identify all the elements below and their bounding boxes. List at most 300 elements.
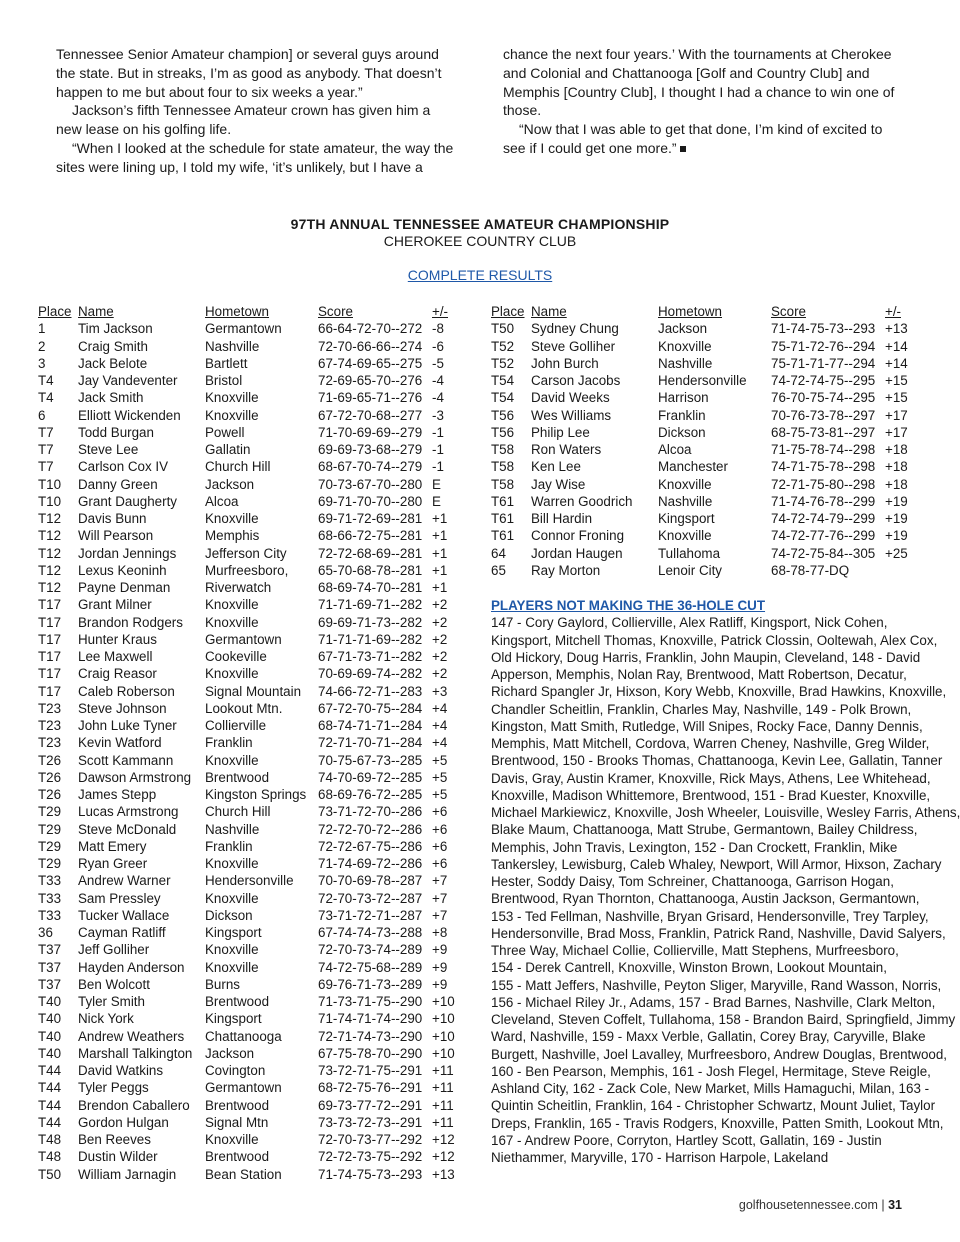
hometown-cell: Cookeville: [205, 649, 267, 664]
hometown-cell: Collierville: [205, 718, 267, 733]
to-par-cell: +1: [432, 545, 448, 561]
score-cell: 72-72-70-72--286: [318, 821, 423, 837]
table-row: [38, 941, 472, 958]
missed-cut-line: Memphis, Matt Mitchell, Cordova, Warren Cheney, Nashville, Greg Wilder,: [491, 736, 930, 751]
place-cell: T17: [38, 649, 62, 664]
hometown-cell: Brentwood: [205, 1149, 270, 1165]
table-row: [38, 1062, 472, 1079]
championship-title: 97TH ANNUAL TENNESSEE AMATEUR CHAMPIONSHIP: [290, 216, 670, 232]
score-cell: 73-73-72-73--291: [318, 1114, 423, 1130]
hometown-cell: Knoxville: [658, 338, 712, 354]
hometown-cell: Brentwood: [205, 994, 270, 1009]
score-cell: 69-71-72-69--281: [318, 511, 423, 526]
name-cell: John Luke Tyner: [78, 718, 177, 733]
name-cell: Hayden Anderson: [78, 959, 185, 975]
hometown-cell: Gallatin: [205, 442, 251, 457]
to-par-cell: +15: [885, 390, 908, 406]
table-row: [491, 372, 925, 389]
hometown-cell: Dickson: [658, 424, 706, 440]
score-cell: 72-71-74-73--290: [318, 1028, 423, 1044]
score-cell: 72-72-67-75--286: [318, 838, 423, 854]
score-cell: 66-64-72-70--272: [318, 321, 423, 337]
to-par-cell: +7: [432, 890, 448, 906]
place-cell: T7: [38, 459, 54, 475]
hometown-cell: Knoxville: [205, 752, 259, 768]
missed-cut-line: Blake Maum, Chattanooga, Matt Strube, Germantown, Bailey Childress,: [491, 822, 918, 838]
place-cell: T26: [38, 752, 62, 768]
score-cell: 71-69-65-71--276: [318, 390, 423, 406]
table-row: [38, 389, 472, 406]
missed-cut-line: Hester, Soddy Daisy, Tom Schreiner, Chattanooga, Garrison Hogan,: [491, 874, 894, 889]
missed-cut-line: Knoxville, Madison Whittemore, Brentwood, 151 - Brad Kuester, Knoxville,: [491, 787, 931, 803]
place-cell: T44: [38, 1080, 62, 1096]
table-row: [38, 1114, 472, 1131]
article-paragraph: Jackson’s fifth Tennessee Amateur crown has given him a new lease on his golfing life.: [56, 102, 431, 138]
to-par-cell: +2: [432, 666, 448, 682]
score-cell: 72-72-73-75--292: [318, 1149, 423, 1165]
to-par-cell: +7: [432, 873, 448, 889]
table-row: [491, 476, 925, 493]
missed-cut-line: Burgett, Nashville, Joel Lavalley, Murfreesboro, Andrew Douglas, Brentwood,: [491, 1046, 948, 1062]
name-cell: Tyler Smith: [78, 994, 145, 1009]
name-cell: Jeff Golliher: [78, 942, 150, 958]
name-cell: Jack Belote: [78, 355, 148, 371]
name-cell: Ben Wolcott: [78, 976, 150, 992]
name-cell: Danny Green: [78, 476, 158, 492]
column-header: Hometown: [205, 304, 270, 319]
place-cell: T58: [491, 459, 515, 475]
table-row: [38, 320, 472, 337]
name-cell: Grant Daugherty: [78, 493, 177, 509]
hometown-cell: Powell: [205, 424, 245, 440]
name-cell: Dawson Armstrong: [78, 769, 192, 785]
place-cell: T23: [38, 735, 62, 751]
table-row: [491, 407, 925, 424]
name-cell: Jay Vandeventer: [78, 373, 178, 388]
score-cell: 68-67-70-74--279: [318, 459, 423, 475]
missed-cut-line: Quintin Scheitlin, Franklin, 164 - Christopher Schwartz, Mount Juliet, Taylor: [491, 1098, 936, 1114]
table-row: [38, 752, 472, 769]
to-par-cell: -1: [432, 442, 444, 457]
hometown-cell: Knoxville: [205, 959, 259, 975]
complete-results-title: COMPLETE RESULTS: [407, 267, 553, 283]
missed-cut-line: Ashland City, 162 - Zack Cole, New Market, Mills Hamaguchi, Milan, 163 -: [491, 1081, 930, 1096]
to-par-cell: +10: [432, 1028, 455, 1044]
to-par-cell: +12: [432, 1149, 455, 1165]
hometown-cell: Kingsport: [658, 511, 715, 526]
hometown-cell: Memphis: [205, 528, 260, 544]
table-row: [38, 441, 472, 458]
hometown-cell: Murfreesboro,: [205, 562, 289, 578]
to-par-cell: -5: [432, 355, 444, 371]
hometown-cell: Riverwatch: [205, 580, 272, 595]
hometown-cell: Lookout Mtn.: [205, 700, 283, 716]
place-cell: T12: [38, 562, 62, 578]
score-cell: 75-71-72-76--294: [771, 338, 876, 354]
to-par-cell: +11: [432, 1080, 454, 1096]
name-cell: Sam Pressley: [78, 890, 161, 906]
place-cell: T29: [38, 821, 62, 837]
to-par-cell: +5: [432, 787, 448, 802]
missed-cut-line: 153 - Ted Fellman, Nashville, Bryan Grisard, Hendersonville, Trey Tarpley,: [491, 908, 929, 924]
to-par-cell: -6: [432, 338, 444, 354]
to-par-cell: +1: [432, 562, 448, 578]
place-cell: T56: [491, 424, 515, 440]
missed-cut-title: PLAYERS NOT MAKING THE 36-HOLE CUT: [491, 598, 766, 613]
name-cell: John Burch: [531, 355, 599, 371]
name-cell: Steve McDonald: [78, 821, 177, 837]
table-row: [38, 959, 472, 976]
table-row: [491, 441, 925, 458]
place-cell: T61: [491, 493, 515, 509]
hometown-cell: Burns: [205, 976, 240, 992]
missed-cut-line: 154 - Derek Cantrell, Knoxville, Winston Brown, Lookout Mountain,: [491, 960, 887, 976]
name-cell: Elliott Wickenden: [78, 407, 181, 423]
name-cell: Tim Jackson: [78, 321, 153, 337]
table-row: [38, 786, 472, 803]
missed-cut-line: 167 - Andrew Poore, Corryton, Hartley Scott, Gallatin, 169 - Justin: [491, 1132, 882, 1148]
article-paragraph: [503, 120, 906, 158]
place-cell: T4: [38, 373, 54, 388]
hometown-cell: Hendersonville: [658, 373, 747, 388]
hometown-cell: Kingsport: [205, 1011, 262, 1027]
score-cell: 71-70-69-69--279: [318, 424, 423, 440]
place-cell: T17: [38, 666, 62, 682]
hometown-cell: Nashville: [658, 355, 713, 371]
score-cell: 72-69-65-70--276: [318, 373, 423, 388]
table-row: [38, 493, 472, 510]
place-cell: T12: [38, 511, 62, 526]
missed-cut-line: Apperson, Memphis, Nolan Ray, Brentwood, Matt Robertson, Decatur,: [491, 667, 907, 682]
name-cell: Craig Smith: [78, 338, 148, 354]
table-header-row: [38, 303, 472, 320]
hometown-cell: Bartlett: [205, 355, 248, 371]
article-paragraph: Tennessee Senior Amateur champion] or several guys around the state. But in streaks, I’m as good as anybody. That doesn’t happen to me but about four to six weeks a year.”: [56, 46, 442, 100]
hometown-cell: Alcoa: [658, 442, 692, 457]
name-cell: Scott Kammann: [78, 752, 174, 768]
score-cell: 72-72-68-69--281: [318, 545, 423, 561]
table-row: [38, 545, 472, 562]
name-cell: Caleb Roberson: [78, 683, 175, 699]
table-row: [491, 510, 925, 527]
place-cell: 65: [491, 562, 506, 578]
name-cell: Wes Williams: [531, 407, 612, 423]
place-cell: T44: [38, 1114, 62, 1130]
name-cell: Payne Denman: [78, 580, 171, 595]
to-par-cell: +15: [885, 373, 908, 388]
hometown-cell: Church Hill: [205, 804, 271, 820]
score-cell: 71-71-69-71--282: [318, 597, 423, 613]
to-par-cell: +18: [885, 459, 908, 475]
place-cell: T4: [38, 390, 54, 406]
table-row: [38, 614, 472, 631]
place-cell: T29: [38, 856, 62, 871]
table-row: [38, 562, 472, 579]
table-row: [38, 1079, 472, 1096]
score-cell: 69-71-70-70--280: [318, 493, 423, 509]
score-cell: 69-69-71-73--282: [318, 614, 423, 630]
score-cell: 73-72-71-75--291: [318, 1063, 423, 1078]
name-cell: Carlson Cox IV: [78, 459, 169, 475]
to-par-cell: +5: [432, 769, 448, 785]
score-cell: 74-72-75-84--305: [771, 545, 876, 561]
page-number: 31: [888, 1198, 902, 1212]
table-row: [38, 976, 472, 993]
score-cell: 68-66-72-75--281: [318, 528, 423, 544]
name-cell: Marshall Talkington: [78, 1045, 193, 1061]
table-row: [491, 458, 925, 475]
table-row: [38, 700, 472, 717]
to-par-cell: +2: [432, 649, 448, 664]
score-cell: 75-71-71-77--294: [771, 355, 876, 371]
place-cell: T37: [38, 976, 62, 992]
table-row: [38, 734, 472, 751]
place-cell: T17: [38, 631, 62, 647]
hometown-cell: Nashville: [658, 493, 713, 509]
place-cell: T29: [38, 804, 62, 820]
hometown-cell: Germantown: [205, 631, 282, 647]
to-par-cell: +17: [885, 424, 908, 440]
place-cell: T48: [38, 1149, 62, 1165]
place-cell: T52: [491, 355, 515, 371]
name-cell: Ben Reeves: [78, 1132, 151, 1147]
place-cell: T33: [38, 890, 62, 906]
score-cell: 68-72-75-76--291: [318, 1080, 423, 1096]
place-cell: T52: [491, 338, 515, 354]
footer-website: golfhousetennessee.com: [738, 1198, 878, 1212]
article-left-column: [56, 45, 459, 177]
place-cell: 1: [38, 321, 46, 337]
hometown-cell: Lenoir City: [658, 562, 723, 578]
table-row: [38, 579, 472, 596]
to-par-cell: +4: [432, 735, 448, 751]
score-cell: 70-70-69-78--287: [318, 873, 423, 889]
table-row: [491, 320, 925, 337]
score-cell: 74-72-75-68--289: [318, 959, 423, 975]
to-par-cell: +11: [432, 1114, 454, 1130]
place-cell: T12: [38, 545, 62, 561]
hometown-cell: Harrison: [658, 390, 709, 406]
to-par-cell: +10: [432, 994, 455, 1009]
table-row: [491, 562, 925, 579]
table-row: [38, 1045, 472, 1062]
column-header: +/-: [885, 304, 901, 319]
place-cell: T26: [38, 787, 62, 802]
place-cell: 3: [38, 355, 46, 371]
to-par-cell: +14: [885, 338, 908, 354]
to-par-cell: [885, 562, 925, 579]
table-row: [38, 683, 472, 700]
place-cell: T29: [38, 838, 62, 854]
missed-cut-line: 160 - Ben Pearson, Memphis, 161 - Josh Flegel, Hermitage, Steve Reigle,: [491, 1063, 931, 1079]
hometown-cell: Knoxville: [205, 942, 259, 958]
table-row: [38, 355, 472, 372]
missed-cut-list: [491, 614, 960, 1166]
to-par-cell: +8: [432, 925, 448, 940]
hometown-cell: Knoxville: [658, 528, 712, 544]
to-par-cell: E: [432, 476, 441, 492]
score-cell: 74-72-77-76--299: [771, 528, 876, 544]
article-paragraph: chance the next four years.’ With the tournaments at Cherokee and Colonial and Chattanooga [Golf and Country Club] and Memphis [Country Club], I thought I had a chance to win one of those.: [503, 46, 895, 119]
to-par-cell: +9: [432, 959, 448, 975]
place-cell: T12: [38, 580, 62, 595]
missed-cut-line: Richard Spangler Jr, Hixson, Kory Webb, Knoxville, Brad Hawkins, Knoxville,: [491, 684, 947, 700]
name-cell: Gordon Hulgan: [78, 1114, 169, 1130]
table-row: [38, 458, 472, 475]
name-cell: David Weeks: [531, 390, 610, 406]
place-cell: T50: [38, 1166, 62, 1182]
place-cell: T12: [38, 528, 62, 544]
place-cell: T40: [38, 1045, 62, 1061]
name-cell: Nick York: [78, 1011, 134, 1027]
hometown-cell: Kingston Springs: [205, 787, 307, 802]
to-par-cell: +17: [885, 407, 908, 423]
missed-cut-line: Davis, Gray, Austin Kramer, Knoxville, Rick Mays, Athens, Lee Whitehead,: [491, 770, 931, 786]
name-cell: Cayman Ratliff: [78, 925, 166, 940]
name-cell: Ken Lee: [531, 459, 581, 475]
missed-cut-line: Kingston, Matt Smith, Rutledge, Will Snipes, Rocky Face, Danny Dennis,: [491, 718, 923, 734]
to-par-cell: +1: [432, 511, 448, 526]
table-row: [38, 907, 472, 924]
place-cell: T7: [38, 424, 54, 440]
to-par-cell: -4: [432, 390, 444, 406]
missed-cut-line: Tankersley, Lewisburg, Caleb Whaley, Newport, Will Armor, Hixson, Zachary: [491, 856, 942, 872]
hometown-cell: Germantown: [205, 1080, 282, 1096]
table-row: [491, 545, 925, 562]
hometown-cell: Germantown: [205, 321, 282, 337]
name-cell: Matt Emery: [78, 838, 147, 854]
missed-cut-line: 156 - Michael Riley Jr., Adams, 157 - Brad Barnes, Nashville, Clark Melton,: [491, 994, 936, 1010]
hometown-cell: Jackson: [205, 1045, 255, 1061]
name-cell: William Jarnagin: [78, 1166, 177, 1182]
name-cell: Tucker Wallace: [78, 907, 170, 923]
table-row: [38, 993, 472, 1010]
to-par-cell: -4: [432, 373, 444, 388]
missed-cut-line: Chandler Scheitlin, Franklin, Charles May, Nashville, 149 - Polk Brown,: [491, 701, 912, 717]
score-cell: 70-75-67-73--285: [318, 752, 423, 768]
name-cell: Jordan Jennings: [78, 545, 177, 561]
score-cell: 69-76-71-73--289: [318, 976, 423, 992]
score-cell: 76-70-75-74--295: [771, 390, 876, 406]
hometown-cell: Knoxville: [205, 1132, 259, 1147]
score-cell: 67-74-74-73--288: [318, 925, 423, 940]
hometown-cell: Signal Mtn: [205, 1114, 269, 1130]
place-cell: T40: [38, 1028, 62, 1044]
hometown-cell: Alcoa: [205, 493, 239, 509]
to-par-cell: +6: [432, 821, 448, 837]
table-row: [491, 424, 925, 441]
place-cell: T37: [38, 942, 62, 958]
missed-cut-line: Three Way, Michael Collie, Collierville, Matt Stephens, Murfreesboro,: [491, 943, 899, 958]
place-cell: T17: [38, 614, 62, 630]
score-cell: 71-75-78-74--298: [771, 442, 876, 457]
table-row: [38, 1131, 472, 1148]
name-cell: Lexus Keoninh: [78, 562, 167, 578]
column-header: +/-: [432, 304, 448, 319]
column-header: Name: [78, 304, 114, 319]
results-table-left: [38, 303, 472, 1183]
name-cell: Todd Burgan: [78, 424, 154, 440]
score-cell: 71-74-71-74--290: [318, 1011, 423, 1027]
place-cell: 6: [38, 407, 46, 423]
place-cell: T61: [491, 528, 515, 544]
hometown-cell: Franklin: [205, 838, 253, 854]
footer-separator: |: [881, 1198, 885, 1212]
place-cell: T33: [38, 907, 62, 923]
hometown-cell: Knoxville: [205, 390, 259, 406]
to-par-cell: +2: [432, 631, 448, 647]
table-row: [38, 838, 472, 855]
place-cell: T37: [38, 959, 62, 975]
score-cell: 68-69-76-72--285: [318, 787, 423, 802]
to-par-cell: +19: [885, 511, 908, 526]
table-row: [38, 717, 472, 734]
missed-cut-line: Cleveland, Steven Coffelt, Tullahoma, 158 - Brandon Baird, Springfield, Jimmy: [491, 1012, 956, 1027]
name-cell: Lucas Armstrong: [78, 804, 179, 820]
place-cell: 36: [38, 925, 53, 940]
hometown-cell: Brentwood: [205, 1097, 270, 1113]
hometown-cell: Knoxville: [205, 511, 259, 526]
score-cell: 68-74-71-71--284: [318, 718, 423, 733]
to-par-cell: +7: [432, 907, 448, 923]
score-cell: 71-74-69-72--286: [318, 856, 423, 871]
hometown-cell: Knoxville: [205, 407, 259, 423]
table-row: [491, 389, 925, 406]
to-par-cell: +3: [432, 683, 448, 699]
column-header: Name: [531, 304, 567, 319]
to-par-cell: +19: [885, 493, 908, 509]
name-cell: Dustin Wilder: [78, 1149, 158, 1165]
place-cell: T48: [38, 1132, 62, 1147]
column-header: Place: [38, 304, 72, 319]
name-cell: Ray Morton: [531, 562, 601, 578]
name-cell: Lee Maxwell: [78, 649, 153, 664]
table-row: [38, 855, 472, 872]
table-row: [38, 510, 472, 527]
hometown-cell: Bean Station: [205, 1166, 282, 1182]
table-row: [38, 924, 472, 941]
to-par-cell: +2: [432, 614, 448, 630]
table-row: [38, 821, 472, 838]
score-cell: 71-73-71-75--290: [318, 994, 423, 1009]
table-row: [38, 648, 472, 665]
to-par-cell: +6: [432, 838, 448, 854]
hometown-cell: Knoxville: [205, 890, 259, 906]
name-cell: Andrew Warner: [78, 873, 171, 889]
hometown-cell: Kingsport: [205, 925, 262, 940]
article-paragraph-text: “Now that I was able to get that done, I’m kind of excited to see if I could get one more.”: [503, 121, 883, 156]
score-cell: 74-66-72-71--283: [318, 683, 423, 699]
end-mark-icon: [680, 146, 686, 152]
hometown-cell: Tullahoma: [658, 545, 721, 561]
hometown-cell: Dickson: [205, 907, 253, 923]
results-heading: [0, 216, 960, 283]
hometown-cell: Manchester: [658, 459, 728, 475]
table-row: [38, 1166, 472, 1183]
table-header-row: [491, 303, 925, 320]
name-cell: Hunter Kraus: [78, 631, 157, 647]
to-par-cell: +13: [885, 321, 908, 337]
score-cell: 70-73-67-70--280: [318, 476, 423, 492]
to-par-cell: +18: [885, 476, 908, 492]
hometown-cell: Knoxville: [658, 476, 712, 492]
table-row: [38, 769, 472, 786]
score-cell: 71-71-71-69--282: [318, 631, 423, 647]
hometown-cell: Knoxville: [205, 856, 259, 871]
to-par-cell: +10: [432, 1011, 455, 1027]
to-par-cell: +6: [432, 856, 448, 871]
name-cell: Brandon Rodgers: [78, 614, 183, 630]
